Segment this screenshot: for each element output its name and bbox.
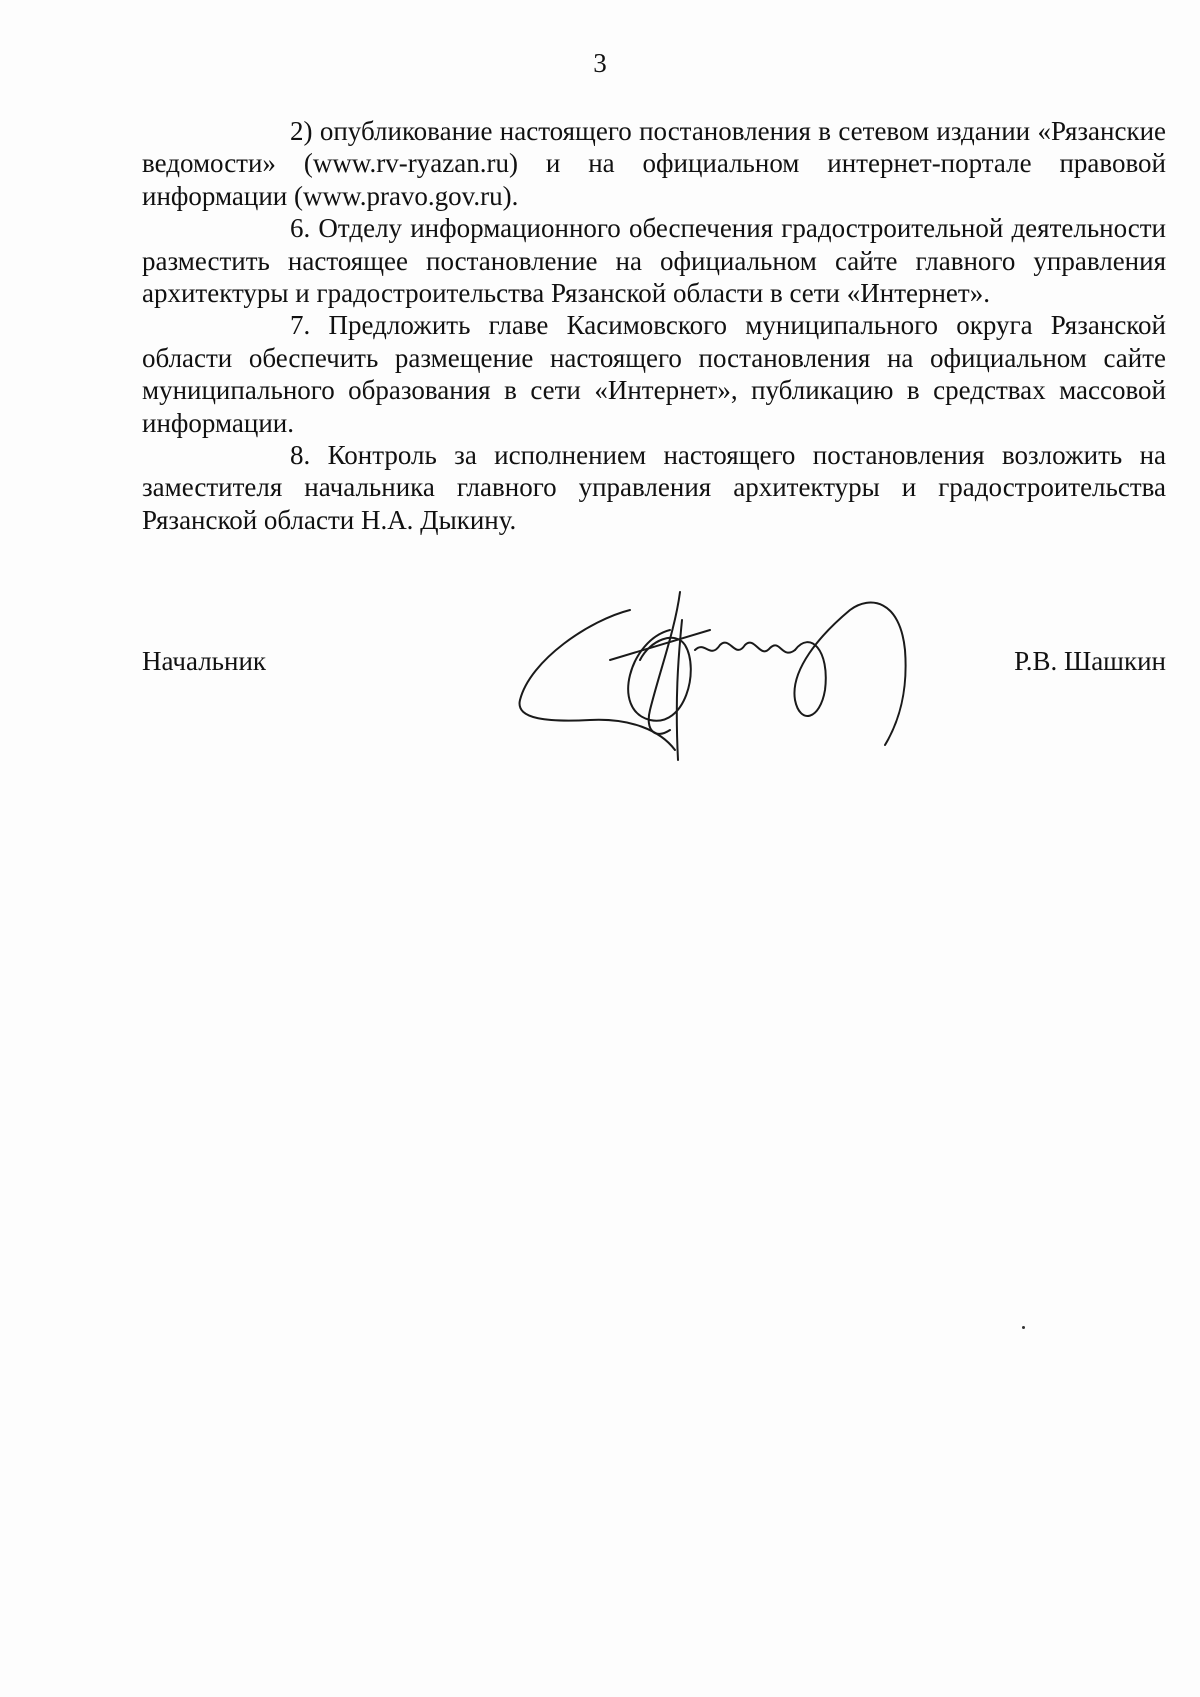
paragraph-number: 2) (290, 116, 313, 146)
paragraph-text: Предложить главе Касимовского муниципального округа Рязанской области обеспечить размещение настоящего постановления на официальном сайте муниципального образования в сети «Интернет», публикацию в средствах массовой информации. (142, 310, 1166, 438)
signatory-name: Р.В. Шашкин (1014, 646, 1166, 676)
page-number: 3 (593, 48, 607, 78)
paragraph-text: опубликование настоящего постановления в сетевом издании «Рязанские ведомости» (www.rv-ryazan.ru) и на официальном интернет-портале правовой информации (www.pravo.gov.ru). (142, 116, 1166, 211)
paragraph-item-2-2 (142, 115, 1166, 212)
paragraph-number: 8. (290, 440, 311, 471)
paragraph-text: Контроль за исполнением настоящего постановления возложить на заместителя начальника главного управления архитектуры и градостроительства Рязанской области Н.А. Дыкину. (142, 440, 1167, 535)
paragraph-number: 6. (290, 213, 311, 244)
handwritten-signature (510, 590, 950, 770)
signatory-position: Начальник (142, 646, 267, 676)
scan-speck (1022, 1326, 1025, 1329)
paragraph-item-8 (142, 439, 1166, 536)
paragraph-item-6 (142, 212, 1166, 309)
paragraph-number: 7. (290, 310, 311, 341)
paragraph-text: Отделу информационного обеспечения градостроительной деятельности разместить настоящее постановление на официальном сайте главного управления архитектуры и градостроительства Рязанской области в сети «Интернет». (142, 213, 1167, 309)
document-body (142, 115, 1166, 536)
paragraph-item-7 (142, 309, 1166, 439)
